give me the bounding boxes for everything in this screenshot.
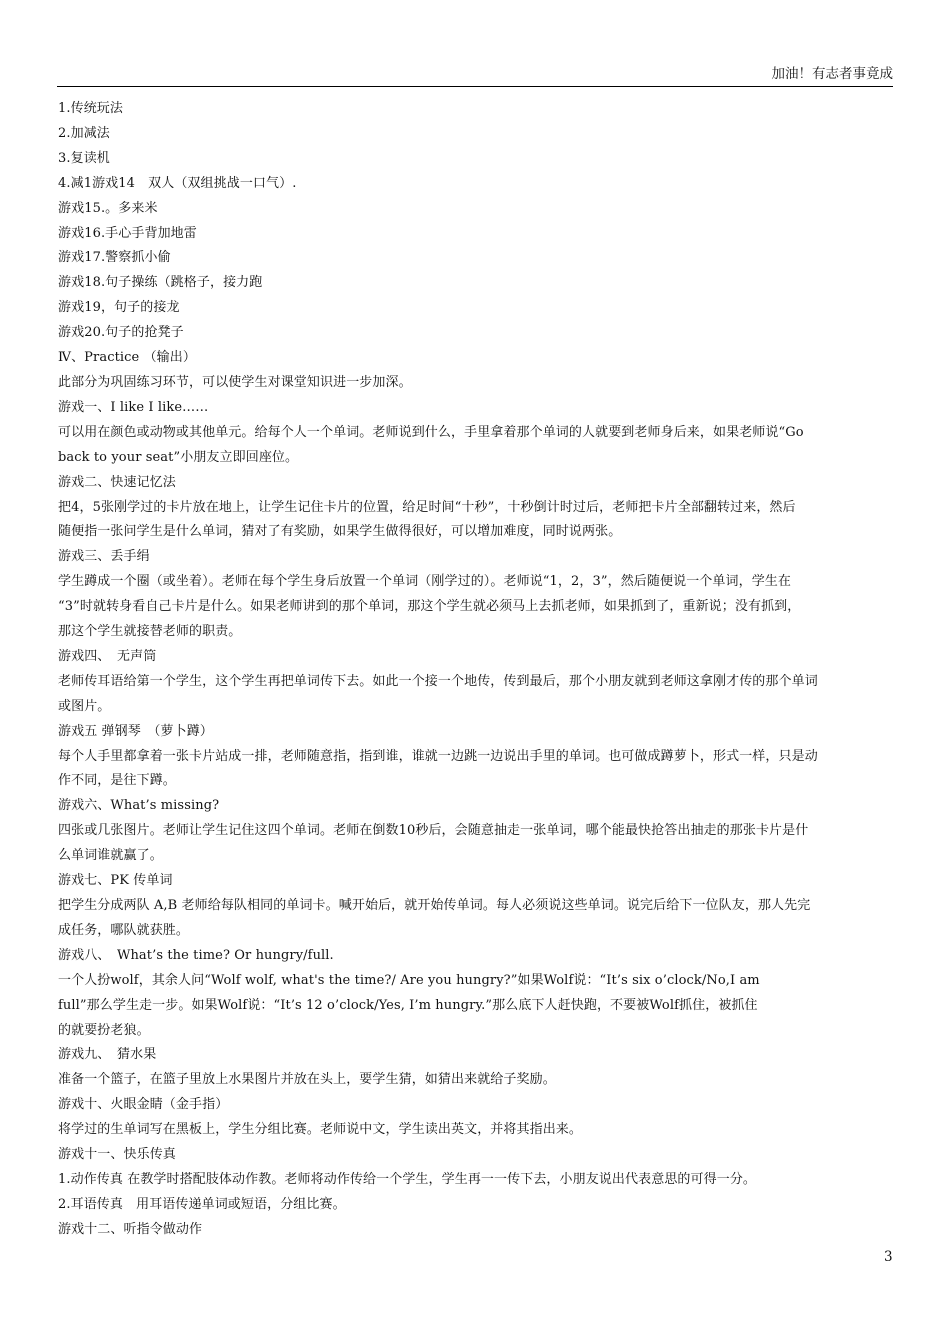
game-title: 游戏八、 What’s the time? Or hungry/full. <box>58 947 334 963</box>
game-title: 游戏十、火眼金睛（金手指） <box>58 1097 229 1113</box>
game-title: 游戏十二、听指令做动作 <box>58 1221 203 1237</box>
text-line: 么单词谁就赢了。 <box>58 848 163 864</box>
game-title: 游戏九、 猜水果 <box>58 1047 157 1063</box>
text-line: 游戏20.句子的抢凳子 <box>58 325 184 341</box>
text-line: 将学过的生单词写在黑板上，学生分组比赛。老师说中文，学生读出英文，并将其指出来。 <box>58 1122 583 1138</box>
text-line: 游戏16.手心手背加地雷 <box>58 225 197 241</box>
text-line: 游戏19，句子的接龙 <box>58 300 180 316</box>
text-line: 2.耳语传真 用耳语传递单词或短语，分组比赛。 <box>58 1196 346 1212</box>
text-line: 准备一个篮子，在篮子里放上水果图片并放在头上，要学生猜，如猜出来就给子奖励。 <box>58 1072 556 1088</box>
text-line: 把4，5张刚学过的卡片放在地上，让学生记住卡片的位置，给足时间“十秒”，十秒倒计时过后，老师把卡片全部翻转过来，然后 <box>58 499 796 515</box>
text-line: 四张或几张图片。老师让学生记住这四个单词。老师在倒数10秒后，会随意抽走一张单词，哪个能最快抢答出抽走的那张卡片是什 <box>58 823 809 839</box>
page-header <box>57 64 893 87</box>
text-line: 成任务，哪队就获胜。 <box>58 922 190 938</box>
game-title: 游戏六、What’s missing? <box>58 798 220 814</box>
text-line: 的就要扮老狼。 <box>58 1022 150 1038</box>
text-line: 游戏15.。多来米 <box>58 200 158 216</box>
game-title: 游戏五 弹钢琴 （萝卜蹲） <box>58 723 213 739</box>
text-line: 3.复读机 <box>58 150 110 166</box>
text-line: back to your seat”小朋友立即回座位。 <box>58 449 299 465</box>
game-title: 游戏四、 无声筒 <box>58 648 157 664</box>
text-line: 老师传耳语给第一个学生，这个学生再把单词传下去。如此一个接一个地传，传到最后，那个小朋友就到老师这拿刚才传的那个单词 <box>58 673 818 689</box>
text-line: 一个人扮wolf，其余人问“Wolf wolf, what's the time?/ Are you hungry?”如果Wolf说：“It’s six o’clock/No,I am <box>58 972 760 988</box>
game-title: 游戏二、快速记忆法 <box>58 474 176 490</box>
text-line: 作不同，是往下蹲。 <box>58 773 176 789</box>
text-line: 随便指一张问学生是什么单词，猜对了有奖励，如果学生做得很好，可以增加难度，同时说两张。 <box>58 524 622 540</box>
game-title: 游戏十一、快乐传真 <box>58 1147 176 1163</box>
text-line: 学生蹲成一个圈（或坐着）。老师在每个学生身后放置一个单词（刚学过的）。老师说“1，2，3”，然后随便说一个单词，学生在 <box>58 574 792 590</box>
section-heading: Ⅳ、Practice （输出） <box>58 350 196 366</box>
text-line: 那这个学生就接替老师的职责。 <box>58 624 242 640</box>
text-line: 游戏18.句子操练（跳格子，接力跑 <box>58 275 263 291</box>
game-title: 游戏一、I like I like…… <box>58 399 209 415</box>
game-title: 游戏三、丢手绢 <box>58 549 150 565</box>
text-line: 4.减1游戏14 双人（双组挑战一口气）. <box>58 175 297 191</box>
game-title: 游戏七、PK 传单词 <box>58 873 173 889</box>
text-line: 此部分为巩固练习环节，可以使学生对课堂知识进一步加深。 <box>58 374 412 390</box>
text-line: 或图片。 <box>58 698 111 714</box>
text-line: 游戏17.警察抓小偷 <box>58 250 171 266</box>
text-line: 可以用在颜色或动物或其他单元。给每个人一个单词。老师说到什么，手里拿着那个单词的人就要到老师身后来，如果老师说“Go <box>58 424 804 440</box>
text-line: 1.传统玩法 <box>58 101 124 116</box>
text-line: 2.加减法 <box>58 125 110 141</box>
text-line: 把学生分成两队 A,B 老师给每队相同的单词卡。喊开始后，就开始传单词。每人必须说这些单词。说完后给下一位队友，那人先完 <box>58 898 811 913</box>
text-line: 每个人手里都拿着一张卡片站成一排，老师随意指，指到谁，谁就一边跳一边说出手里的单词。也可做成蹲萝卜，形式一样，只是动 <box>58 748 818 764</box>
document-body <box>58 97 894 1243</box>
text-line: “3”时就转身看自己卡片是什么。如果老师讲到的那个单词，那这个学生就必须马上去抓老师，如果抓到了，重新说；没有抓到， <box>58 599 801 615</box>
page-number: 3 <box>884 1249 893 1265</box>
header-motto: 加油！有志者事竟成 <box>771 66 893 82</box>
text-line: full”那么学生走一步。如果Wolf说：“It’s 12 o’clock/Yes, I’m hungry.”那么底下人赶快跑，不要被Wolf抓住，被抓住 <box>58 997 758 1013</box>
text-line: 1.动作传真 在教学时搭配肢体动作教。老师将动作传给一个学生，学生再一一传下去，小朋友说出代表意思的可得一分。 <box>58 1171 757 1187</box>
